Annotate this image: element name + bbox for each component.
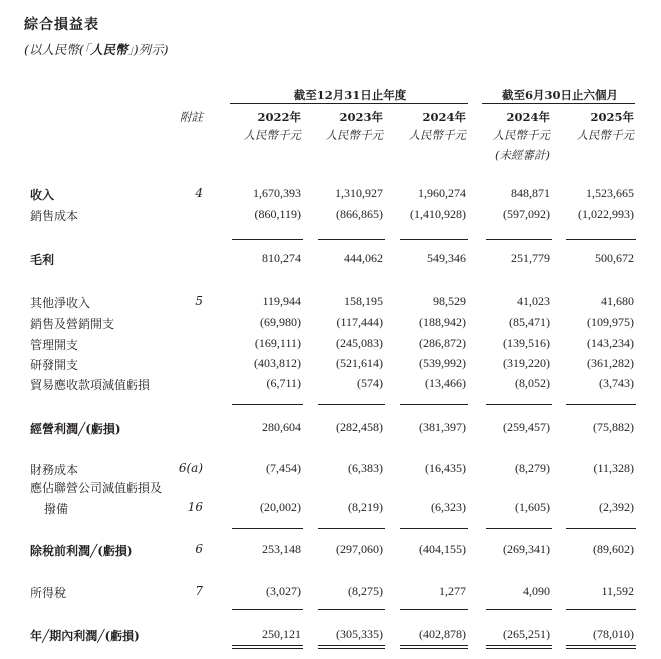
column-unit: 人民幣千元 bbox=[492, 128, 550, 142]
row-label: 所得稅 bbox=[30, 586, 67, 600]
cell-value: (361,282) bbox=[587, 356, 634, 370]
statement-title: 綜合損益表 bbox=[24, 17, 99, 33]
subtitle-pre: (以人民幣(「 bbox=[24, 42, 91, 57]
cell-value: (402,878) bbox=[419, 627, 466, 641]
total-double-underline bbox=[486, 645, 552, 649]
subtitle-post: 」)列示) bbox=[127, 42, 169, 57]
row-note: 6(a) bbox=[178, 461, 203, 475]
column-year: 2023年 bbox=[339, 110, 383, 124]
cell-value: (259,457) bbox=[503, 420, 550, 434]
column-year: 2025年 bbox=[590, 110, 634, 124]
column-unit: 人民幣千元 bbox=[325, 128, 383, 142]
subtotal-underline bbox=[318, 404, 385, 405]
cell-value: 1,523,665 bbox=[586, 186, 634, 200]
column-unit: 人民幣千元 bbox=[576, 128, 634, 142]
cell-value: (78,010) bbox=[593, 627, 634, 641]
cell-value: (188,942) bbox=[419, 315, 466, 329]
cell-value: 41,680 bbox=[601, 294, 634, 308]
cell-value: (404,155) bbox=[419, 542, 466, 556]
total-double-underline bbox=[566, 645, 636, 649]
cell-value: 250,121 bbox=[262, 627, 301, 641]
column-year: 2022年 bbox=[257, 110, 301, 124]
cell-value: (8,279) bbox=[515, 461, 550, 475]
cell-value: 848,871 bbox=[511, 186, 550, 200]
subtotal-underline bbox=[566, 239, 636, 240]
cell-value: (1,410,928) bbox=[410, 207, 466, 221]
row-label: 貿易應收款項減值虧損 bbox=[30, 378, 151, 392]
cell-value: (11,328) bbox=[593, 461, 634, 475]
cell-value: (282,458) bbox=[336, 420, 383, 434]
cell-value: (8,275) bbox=[348, 584, 383, 598]
subtotal-underline bbox=[232, 404, 303, 405]
cell-value: 1,670,393 bbox=[253, 186, 301, 200]
subtotal-underline bbox=[232, 239, 303, 240]
cell-value: (1,022,993) bbox=[578, 207, 634, 221]
cell-value: (7,454) bbox=[266, 461, 301, 475]
row-label: 除稅前利潤╱(虧損) bbox=[30, 544, 133, 558]
subtotal-underline bbox=[486, 609, 552, 610]
subtotal-underline bbox=[486, 239, 552, 240]
cell-value: 253,148 bbox=[262, 542, 301, 556]
cell-value: 158,195 bbox=[344, 294, 383, 308]
cell-value: 1,310,927 bbox=[335, 186, 383, 200]
cell-value: (597,092) bbox=[503, 207, 550, 221]
subtotal-underline bbox=[318, 239, 385, 240]
cell-value: (6,711) bbox=[266, 376, 301, 390]
row-label: 財務成本 bbox=[30, 463, 79, 477]
row-label: 經營利潤╱(虧損) bbox=[30, 422, 121, 436]
cell-value: 41,023 bbox=[517, 294, 550, 308]
cell-value: (860,119) bbox=[254, 207, 301, 221]
cell-value: (13,466) bbox=[425, 376, 466, 390]
row-label: 銷售成本 bbox=[30, 209, 79, 223]
cell-value: (3,743) bbox=[599, 376, 634, 390]
cell-value: 810,274 bbox=[262, 251, 301, 265]
subtotal-underline bbox=[486, 404, 552, 405]
row-label: 研發開支 bbox=[30, 358, 79, 372]
cell-value: (265,251) bbox=[503, 627, 550, 641]
subtotal-underline bbox=[400, 528, 468, 529]
subtotal-underline bbox=[400, 609, 468, 610]
row-note: 4 bbox=[195, 186, 203, 200]
cell-value: (539,992) bbox=[419, 356, 466, 370]
subtotal-underline bbox=[566, 609, 636, 610]
cell-value: (139,516) bbox=[503, 336, 550, 350]
cell-value: 1,960,274 bbox=[418, 186, 466, 200]
cell-value: (319,220) bbox=[503, 356, 550, 370]
row-label: 其他淨收入 bbox=[30, 296, 91, 310]
row-label: 銷售及營銷開支 bbox=[30, 317, 115, 331]
cell-value: (381,397) bbox=[419, 420, 466, 434]
cell-value: (143,234) bbox=[587, 336, 634, 350]
subtotal-underline bbox=[400, 239, 468, 240]
cell-value: (2,392) bbox=[599, 500, 634, 514]
group-header-year: 截至12月31日止年度 bbox=[293, 88, 407, 102]
row-label: 應佔聯營公司減值虧損及 bbox=[30, 481, 163, 495]
cell-value: (117,444) bbox=[336, 315, 383, 329]
cell-value: (6,323) bbox=[431, 500, 466, 514]
cell-value: (20,002) bbox=[260, 500, 301, 514]
subtitle-currency: 人民幣 bbox=[90, 42, 128, 57]
group-header-half: 截至6月30日止六個月 bbox=[501, 88, 618, 102]
cell-value: 11,592 bbox=[601, 584, 634, 598]
subtotal-underline bbox=[400, 404, 468, 405]
column-audit-note: (未經審計) bbox=[495, 148, 550, 162]
cell-value: (286,872) bbox=[419, 336, 466, 350]
cell-value: (297,060) bbox=[336, 542, 383, 556]
cell-value: 251,779 bbox=[511, 251, 550, 265]
group-header-underline bbox=[482, 103, 635, 104]
cell-value: (109,975) bbox=[587, 315, 634, 329]
subtotal-underline bbox=[318, 609, 385, 610]
column-unit: 人民幣千元 bbox=[408, 128, 466, 142]
statement-subtitle bbox=[24, 40, 169, 58]
column-year: 2024年 bbox=[422, 110, 466, 124]
subtotal-underline bbox=[318, 528, 385, 529]
subtotal-underline bbox=[566, 404, 636, 405]
cell-value: (85,471) bbox=[509, 315, 550, 329]
total-double-underline bbox=[232, 645, 303, 649]
row-label: 毛利 bbox=[30, 253, 55, 267]
cell-value: (8,219) bbox=[348, 500, 383, 514]
cell-value: (1,605) bbox=[515, 500, 550, 514]
cell-value: (403,812) bbox=[254, 356, 301, 370]
row-note: 7 bbox=[195, 584, 203, 598]
group-header-underline bbox=[230, 103, 468, 104]
cell-value: 500,672 bbox=[595, 251, 634, 265]
total-double-underline bbox=[318, 645, 385, 649]
cell-value: 4,090 bbox=[523, 584, 550, 598]
cell-value: (521,614) bbox=[336, 356, 383, 370]
row-note: 16 bbox=[187, 500, 203, 514]
subtotal-underline bbox=[232, 609, 303, 610]
cell-value: 98,529 bbox=[433, 294, 466, 308]
cell-value: (269,341) bbox=[503, 542, 550, 556]
subtotal-underline bbox=[486, 528, 552, 529]
subtotal-underline bbox=[232, 528, 303, 529]
cell-value: (245,083) bbox=[336, 336, 383, 350]
row-note: 6 bbox=[195, 542, 203, 556]
cell-value: (305,335) bbox=[336, 627, 383, 641]
cell-value: 1,277 bbox=[439, 584, 466, 598]
cell-value: (16,435) bbox=[425, 461, 466, 475]
cell-value: (3,027) bbox=[266, 584, 301, 598]
column-year: 2024年 bbox=[506, 110, 550, 124]
cell-value: (574) bbox=[357, 376, 383, 390]
cell-value: 549,346 bbox=[427, 251, 466, 265]
row-note: 5 bbox=[195, 294, 203, 308]
cell-value: (69,980) bbox=[260, 315, 301, 329]
cell-value: (6,383) bbox=[348, 461, 383, 475]
cell-value: 444,062 bbox=[344, 251, 383, 265]
note-header: 附註 bbox=[180, 110, 203, 124]
column-unit: 人民幣千元 bbox=[243, 128, 301, 142]
row-label: 管理開支 bbox=[30, 338, 79, 352]
row-label-continued: 撥備 bbox=[44, 502, 69, 516]
cell-value: (8,052) bbox=[515, 376, 550, 390]
cell-value: (75,882) bbox=[593, 420, 634, 434]
cell-value: 280,604 bbox=[262, 420, 301, 434]
subtotal-underline bbox=[566, 528, 636, 529]
cell-value: (89,602) bbox=[593, 542, 634, 556]
total-double-underline bbox=[400, 645, 468, 649]
row-label: 收入 bbox=[30, 188, 55, 202]
row-label: 年╱期內利潤╱(虧損) bbox=[30, 629, 140, 643]
cell-value: (169,111) bbox=[254, 336, 301, 350]
cell-value: 119,944 bbox=[262, 294, 301, 308]
cell-value: (866,865) bbox=[336, 207, 383, 221]
